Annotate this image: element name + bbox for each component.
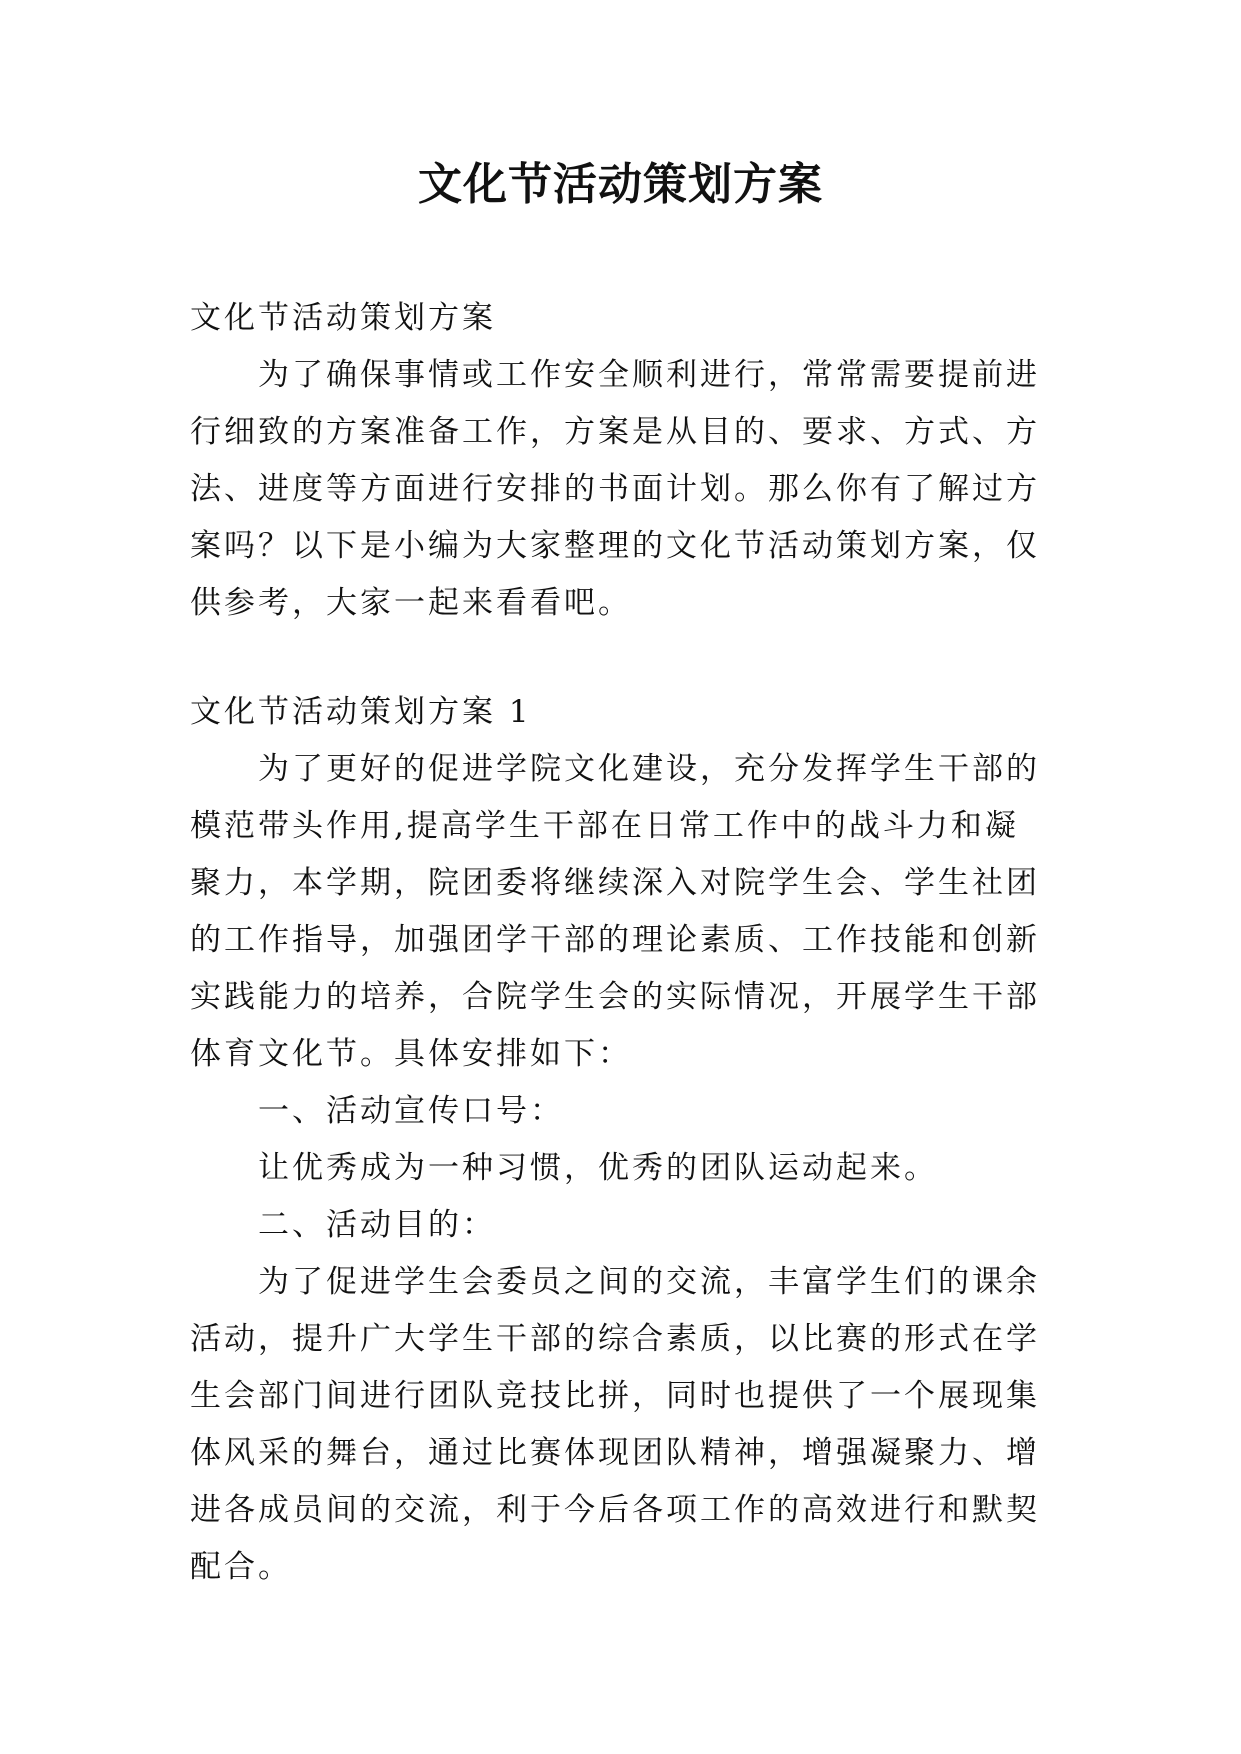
slogan-heading: 一、活动宣传口号： <box>258 1093 564 1129</box>
purpose-heading: 二、活动目的： <box>258 1207 496 1243</box>
section-heading: 文化节活动策划方案 1 <box>190 694 532 730</box>
slogan-paragraph: 让优秀成为一种习惯，优秀的团队运动起来。 <box>258 1150 938 1186</box>
body-paragraph: 为了更好的促进学院文化建设，充分发挥学生干部的模范带头作用,提高学生干部在日常工作中的战斗力和凝聚力，本学期，院团委将继续深入对院学生会、学生社团的工作指导，加强团学干部的理论素质、工作技能和创新实践能力的培养，合院学生会的实际情况，开展学生干部体育文化节。具体安排如下： <box>190 751 1040 1072</box>
document-title: 文化节活动策划方案 <box>418 159 823 210</box>
purpose-paragraph: 为了促进学生会委员之间的交流，丰富学生们的课余活动，提升广大学生干部的综合素质，以比赛的形式在学生会部门间进行团队竞技比拼，同时也提供了一个展现集体风采的舞台，通过比赛体现团队精神，增强凝聚力、增进各成员间的交流，利于今后各项工作的高效进行和默契配合。 <box>190 1264 1040 1585</box>
document-body <box>190 290 1050 1596</box>
intro-paragraph: 为了确保事情或工作安全顺利进行，常常需要提前进行细致的方案准备工作，方案是从目的、要求、方式、方法、进度等方面进行安排的书面计划。那么你有了解过方案吗？以下是小编为大家整理的文化节活动策划方案，仅供参考，大家一起来看看吧。 <box>190 357 1040 621</box>
subtitle-paragraph: 文化节活动策划方案 <box>190 300 496 336</box>
